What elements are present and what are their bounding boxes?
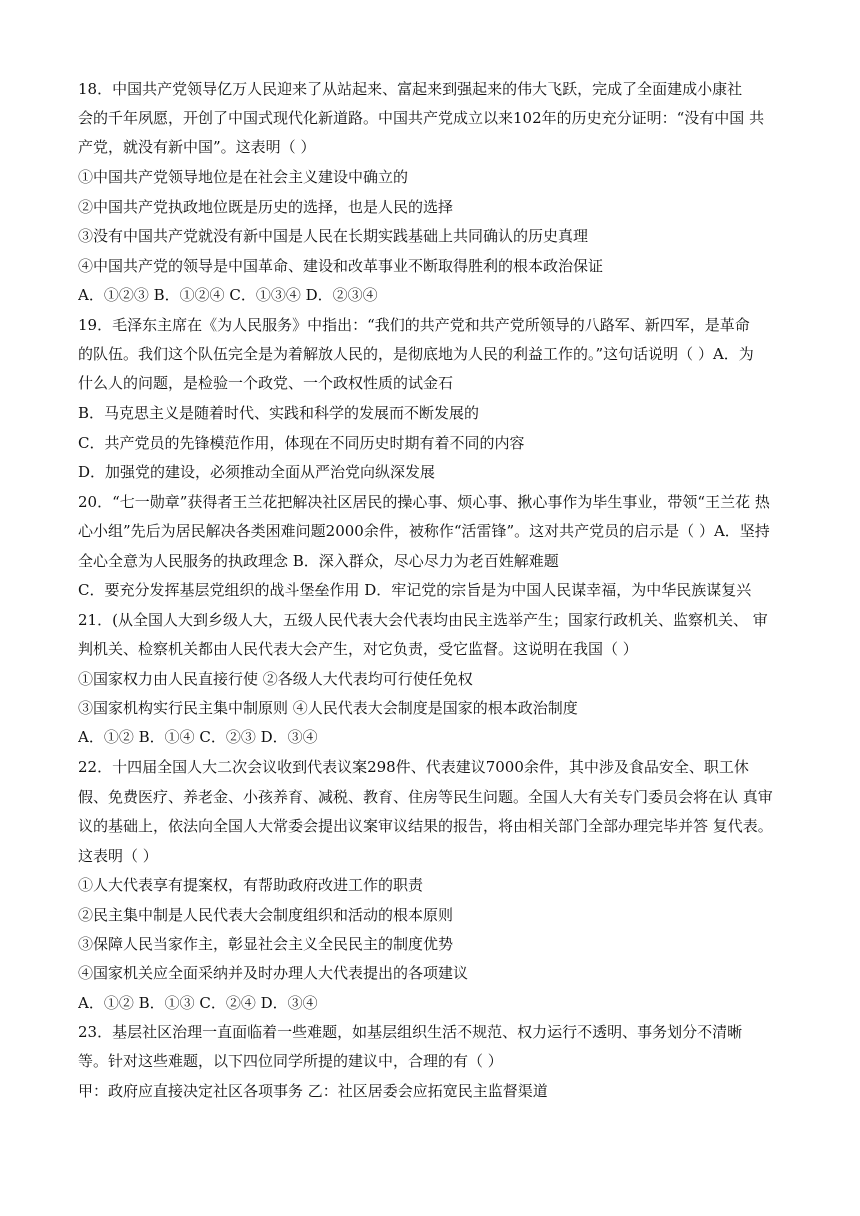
text-line: 22．十四届全国人大二次会议收到代表议案298件、代表建议7000余件，其中涉及食品安全、职工休 xyxy=(78,758,749,776)
text-line: ④中国共产党的领导是中国革命、建设和改革事业不断取得胜利的根本政治保证 xyxy=(78,257,604,275)
text-line: 假、免费医疗、养老金、小孩养育、减税、教育、住房等民生问题。全国人大有关专门委员会将在认 真审 xyxy=(78,788,773,806)
text-line: ①人大代表享有提案权，有帮助政府改进工作的职责 xyxy=(78,876,424,894)
text-line: 18．中国共产党领导亿万人民迎来了从站起来、富起来到强起来的伟大飞跃，完成了全面建成小康社 xyxy=(78,80,743,98)
text-line: 产党，就没有新中国”。这表明（ ） xyxy=(78,138,316,156)
text-line: D．加强党的建设，必须推动全面从严治党向纵深发展 xyxy=(78,463,436,481)
text-line: ①中国共产党领导地位是在社会主义建设中确立的 xyxy=(78,168,409,186)
answer-options: A．①② B．①③ C．②④ D．③④ xyxy=(78,994,318,1012)
text-line: 的队伍。我们这个队伍完全是为着解放人民的，是彻底地为人民的利益工作的。”这句话说明（ ）A．为 xyxy=(78,345,754,363)
text-line: 全心全意为人民服务的执政理念 B．深入群众，尽心尽力为老百姓解难题 xyxy=(78,552,559,570)
text-line: ③保障人民当家作主，彰显社会主义全民民主的制度优势 xyxy=(78,935,454,953)
text-line: 议的基础上，依法向全国人大常委会提出议案审议结果的报告，将由相关部门全部办理完毕并答 复代表。 xyxy=(78,817,773,835)
text-line: 判机关、检察机关都由人民代表大会产生，对它负责，受它监督。这说明在我国（ ） xyxy=(78,640,638,658)
text-line: ③国家机构实行民主集中制原则 ④人民代表大会制度是国家的根本政治制度 xyxy=(78,699,578,717)
text-line: ②民主集中制是人民代表大会制度组织和活动的根本原则 xyxy=(78,906,454,924)
text-line: ④国家机关应全面采纳并及时办理人大代表提出的各项建议 xyxy=(78,964,469,982)
text-line: 19．毛泽东主席在《为人民服务》中指出：“我们的共产党和共产党所领导的八路军、新四军，是革命 xyxy=(78,316,750,334)
text-line: 20．“七一勋章”获得者王兰花把解决社区居民的操心事、烦心事、揪心事作为毕生事业，带领“王兰花 热 xyxy=(78,493,770,511)
text-line: B．马克思主义是随着时代、实践和科学的发展而不断发展的 xyxy=(78,404,480,422)
text-line: 21．(从全国人大到乡级人大，五级人民代表大会代表均由民主选举产生；国家行政机关、监察机关、 审 xyxy=(78,611,768,629)
text-line: C．要充分发挥基层党组织的战斗堡垒作用 D．牢记党的宗旨是为中国人民谋幸福，为中华民族谋复兴 xyxy=(78,581,752,599)
text-line: ①国家权力由人民直接行使 ②各级人大代表均可行使任免权 xyxy=(78,670,473,688)
text-line: ③没有中国共产党就没有新中国是人民在长期实践基础上共同确认的历史真理 xyxy=(78,227,589,245)
text-line: ②中国共产党执政地位既是历史的选择，也是人民的选择 xyxy=(78,198,454,216)
answer-options: A．①② B．①④ C．②③ D．③④ xyxy=(78,728,318,746)
text-line: 甲：政府应直接决定社区各项事务 乙：社区居委会应拓宽民主监督渠道 xyxy=(78,1082,548,1100)
answer-options: A．①②③ B．①②④ C．①③④ D．②③④ xyxy=(78,286,378,304)
text-line: 这表明（ ） xyxy=(78,847,158,865)
text-line: 心小组”先后为居民解决各类困难问题2000余件，被称作“活雷锋”。这对共产党员的启示是（ ）A．坚持 xyxy=(78,522,770,540)
text-line: 23．基层社区治理一直面临着一些难题，如基层组织生活不规范、权力运行不透明、事务划分不清晰 xyxy=(78,1023,743,1041)
text-line: 会的千年夙愿，开创了中国式现代化新道路。中国共产党成立以来102年的历史充分证明：“没有中国 共 xyxy=(78,109,765,127)
text-line: 等。针对这些难题，以下四位同学所提的建议中，合理的有（ ） xyxy=(78,1052,503,1070)
text-line: C．共产党员的先锋模范作用，体现在不同历史时期有着不同的内容 xyxy=(78,434,525,452)
text-line: 什么人的问题，是检验一个政党、一个政权性质的试金石 xyxy=(78,374,454,392)
